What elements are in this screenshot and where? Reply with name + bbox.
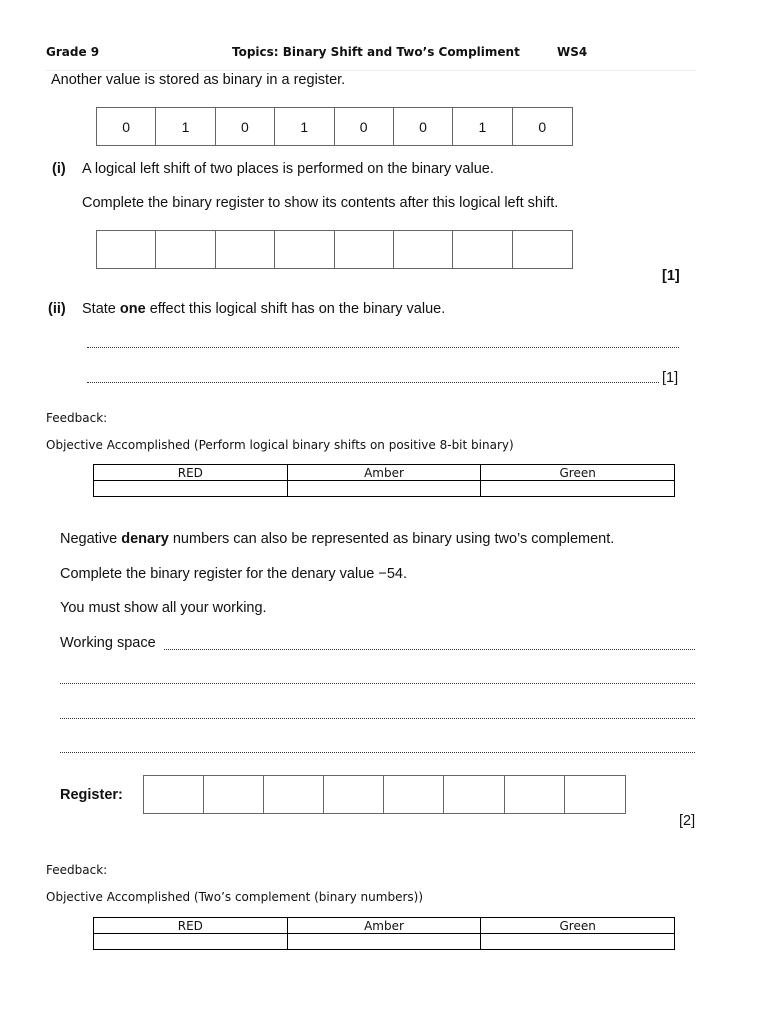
register-bit: 1 [453,108,512,145]
register-bit: 1 [156,108,215,145]
twos-intro: Negative denary numbers can also be represented as binary using two’s complement. [60,531,615,547]
working-line[interactable] [60,683,695,684]
answer-bit-cell[interactable] [144,776,204,813]
rag-table [93,917,675,950]
rag-header-amber: Amber [287,918,481,934]
working-line[interactable] [164,649,695,650]
register-bit: 1 [275,108,334,145]
question-intro: Another value is stored as binary in a register. [51,72,346,88]
answer-bit-cell[interactable] [204,776,264,813]
worksheet-label: WS4 [557,45,588,59]
answer-bit-cell[interactable] [505,776,565,813]
part-ii-label: (ii) [48,301,66,317]
grade-label: Grade 9 [46,45,100,59]
rag-cell-amber[interactable] [287,481,481,497]
rag-header-green: Green [481,465,675,481]
working-line[interactable] [60,752,695,753]
answer-bit-cell[interactable] [513,231,572,268]
twos-register-answer[interactable] [143,775,626,814]
feedback-label: Feedback: [46,863,108,877]
answer-bit-cell[interactable] [444,776,504,813]
rag-cell-red[interactable] [94,481,288,497]
rag-cell-green[interactable] [481,481,675,497]
register-bit: 0 [335,108,394,145]
answer-bit-cell[interactable] [264,776,324,813]
part-i-text: A logical left shift of two places is performed on the binary value. [82,161,494,177]
answer-bit-cell[interactable] [453,231,512,268]
part-ii-text: State one effect this logical shift has on the binary value. [82,301,446,317]
part-ii-marks: [1] [662,370,679,386]
register-bit: 0 [538,118,547,135]
answer-bit-cell[interactable] [335,231,394,268]
objective-text: Objective Accomplished (Perform logical binary shifts on positive 8-bit binary) [46,438,514,452]
part-i-label: (i) [52,161,66,177]
answer-bit-cell[interactable] [565,776,625,813]
shifted-register-answer[interactable] [96,230,573,269]
rag-cell-green[interactable] [481,934,675,950]
answer-bit-cell[interactable] [275,231,334,268]
twos-marks: [2] [679,813,696,829]
working-space-label: Working space [60,635,156,651]
working-line[interactable] [60,718,695,719]
rag-table [93,464,675,497]
answer-bit-cell[interactable] [156,231,215,268]
register-bit: 0 [394,108,453,145]
rag-header-red: RED [94,465,288,481]
register-bit: 0 [216,108,275,145]
part-i-marks: [1] [662,268,680,284]
rag-header-green: Green [481,918,675,934]
answer-bit-cell[interactable] [216,231,275,268]
feedback-label: Feedback: [46,411,108,425]
register-label: Register: [60,787,123,803]
answer-bit-cell[interactable] [97,231,156,268]
answer-line[interactable] [87,347,679,348]
header-divider [46,70,696,71]
answer-bit-cell[interactable] [384,776,444,813]
rag-cell-amber[interactable] [287,934,481,950]
answer-line[interactable] [87,382,659,383]
answer-bit-cell[interactable] [324,776,384,813]
part-i-instruction: Complete the binary register to show its contents after this logical left shift. [82,195,559,211]
answer-bit-cell[interactable] [394,231,453,268]
original-register [96,107,573,146]
rag-header-red: RED [94,918,288,934]
rag-cell-red[interactable] [94,934,288,950]
register-bit: 0 [97,108,156,145]
rag-header-amber: Amber [287,465,481,481]
objective-text: Objective Accomplished (Two’s complement (binary numbers)) [46,890,424,904]
topic-title: Topics: Binary Shift and Two’s Compliment [232,45,520,59]
twos-working-instruction: You must show all your working. [60,600,267,616]
twos-instruction: Complete the binary register for the denary value −54. [60,566,407,582]
